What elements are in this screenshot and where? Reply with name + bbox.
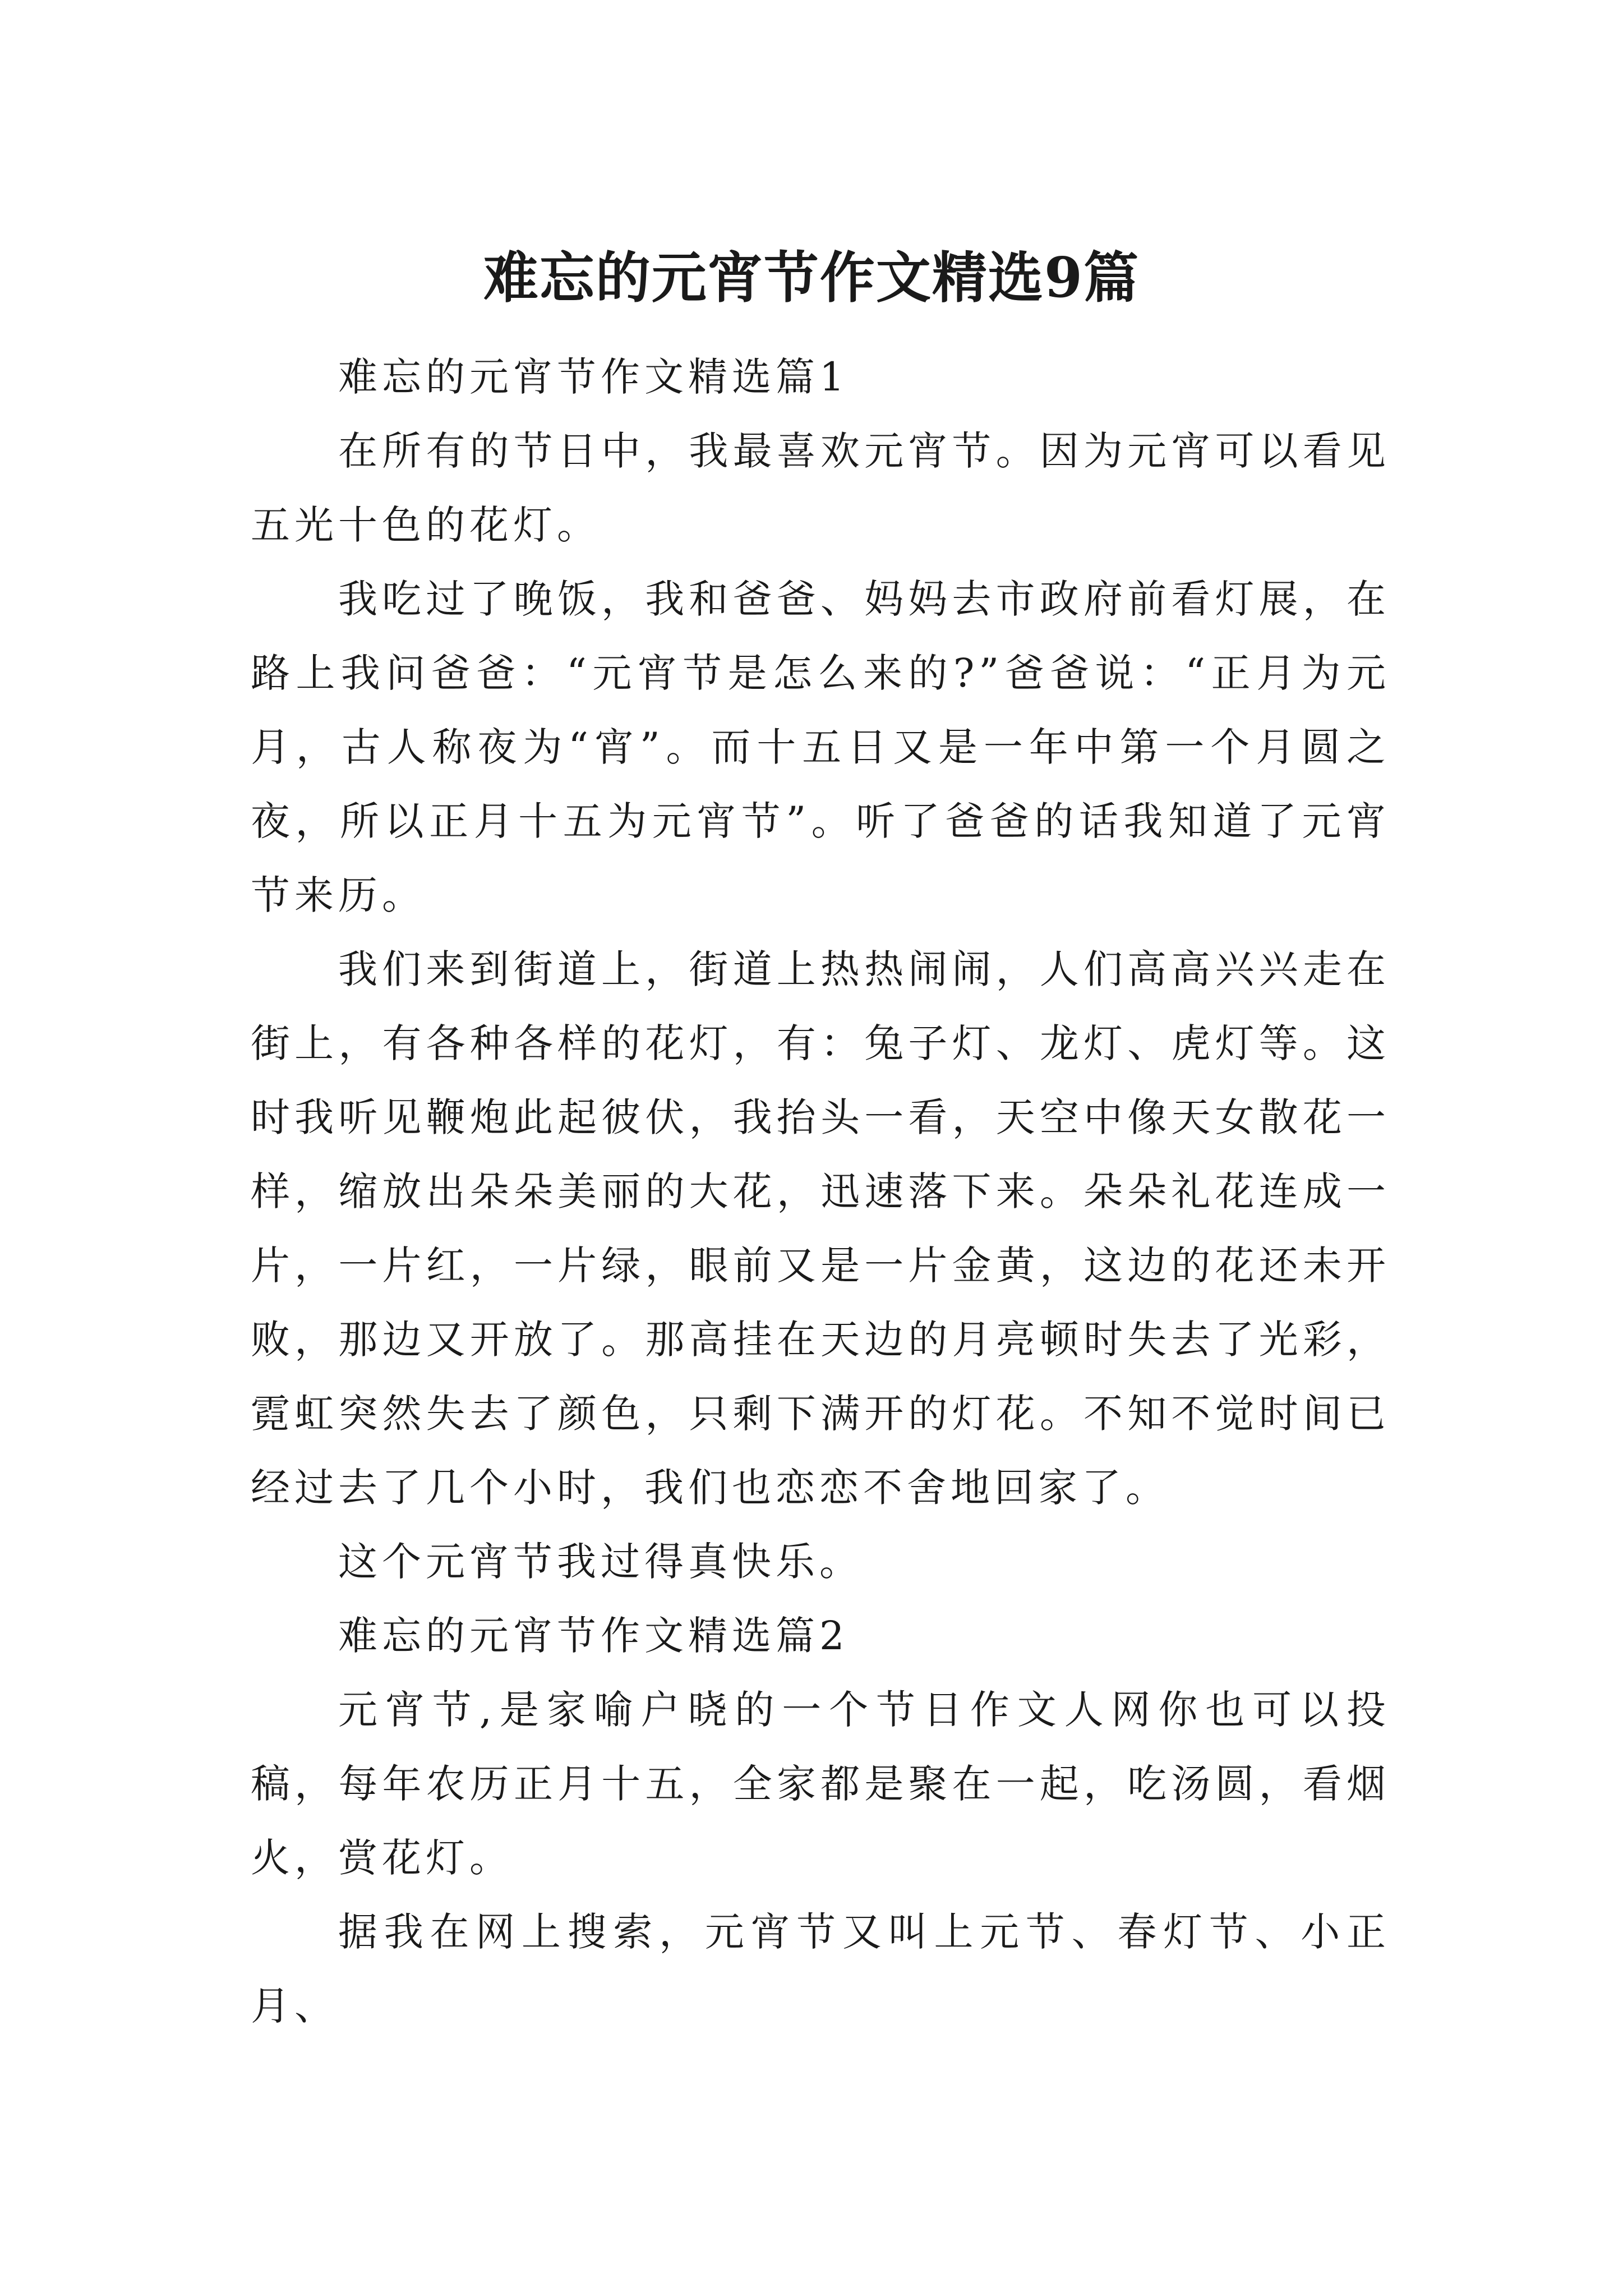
section-heading-1: 难忘的元宵节作文精选篇1 <box>338 354 849 400</box>
document-body <box>251 340 1390 2043</box>
document-title: 难忘的元宵节作文精选9篇 <box>483 245 1140 310</box>
paragraph: 我吃过了晚饭，我和爸爸、妈妈去市政府前看灯展，在路上我问爸爸：“元宵节是怎么来的?”爸爸说：“正月为元月，古人称夜为“宵”。而十五日又是一年中第一个月圆之夜，所以正月十五为元宵节”。听了爸爸的话我知道了元宵节来历。 <box>251 576 1390 918</box>
section-heading-2: 难忘的元宵节作文精选篇2 <box>338 1613 849 1659</box>
paragraph: 元宵节,是家喻户晓的一个节日作文人网你也可以投稿，每年农历正月十五，全家都是聚在一起，吃汤圆，看烟火，赏花灯。 <box>251 1687 1390 1881</box>
paragraph: 这个元宵节我过得真快乐。 <box>338 1539 863 1585</box>
paragraph: 在所有的节日中，我最喜欢元宵节。因为元宵可以看见五光十色的花灯。 <box>251 428 1390 548</box>
paragraph: 我们来到街道上，街道上热热闹闹，人们高高兴兴走在街上，有各种各样的花灯，有：兔子灯、龙灯、虎灯等。这时我听见鞭炮此起彼伏，我抬头一看，天空中像天女散花一样，缩放出朵朵美丽的大花，迅速落下来。朵朵礼花连成一片，一片红，一片绿，眼前又是一片金黄，这边的花还未开败，那边又开放了。那高挂在天边的月亮顿时失去了光彩，霓虹突然失去了颜色，只剩下满开的灯花。不知不觉时间已经过去了几个小时，我们也恋恋不舍地回家了。 <box>251 946 1390 1511</box>
paragraph: 据我在网上搜索，元宵节又叫上元节、春灯节、小正月、 <box>251 1909 1390 2029</box>
